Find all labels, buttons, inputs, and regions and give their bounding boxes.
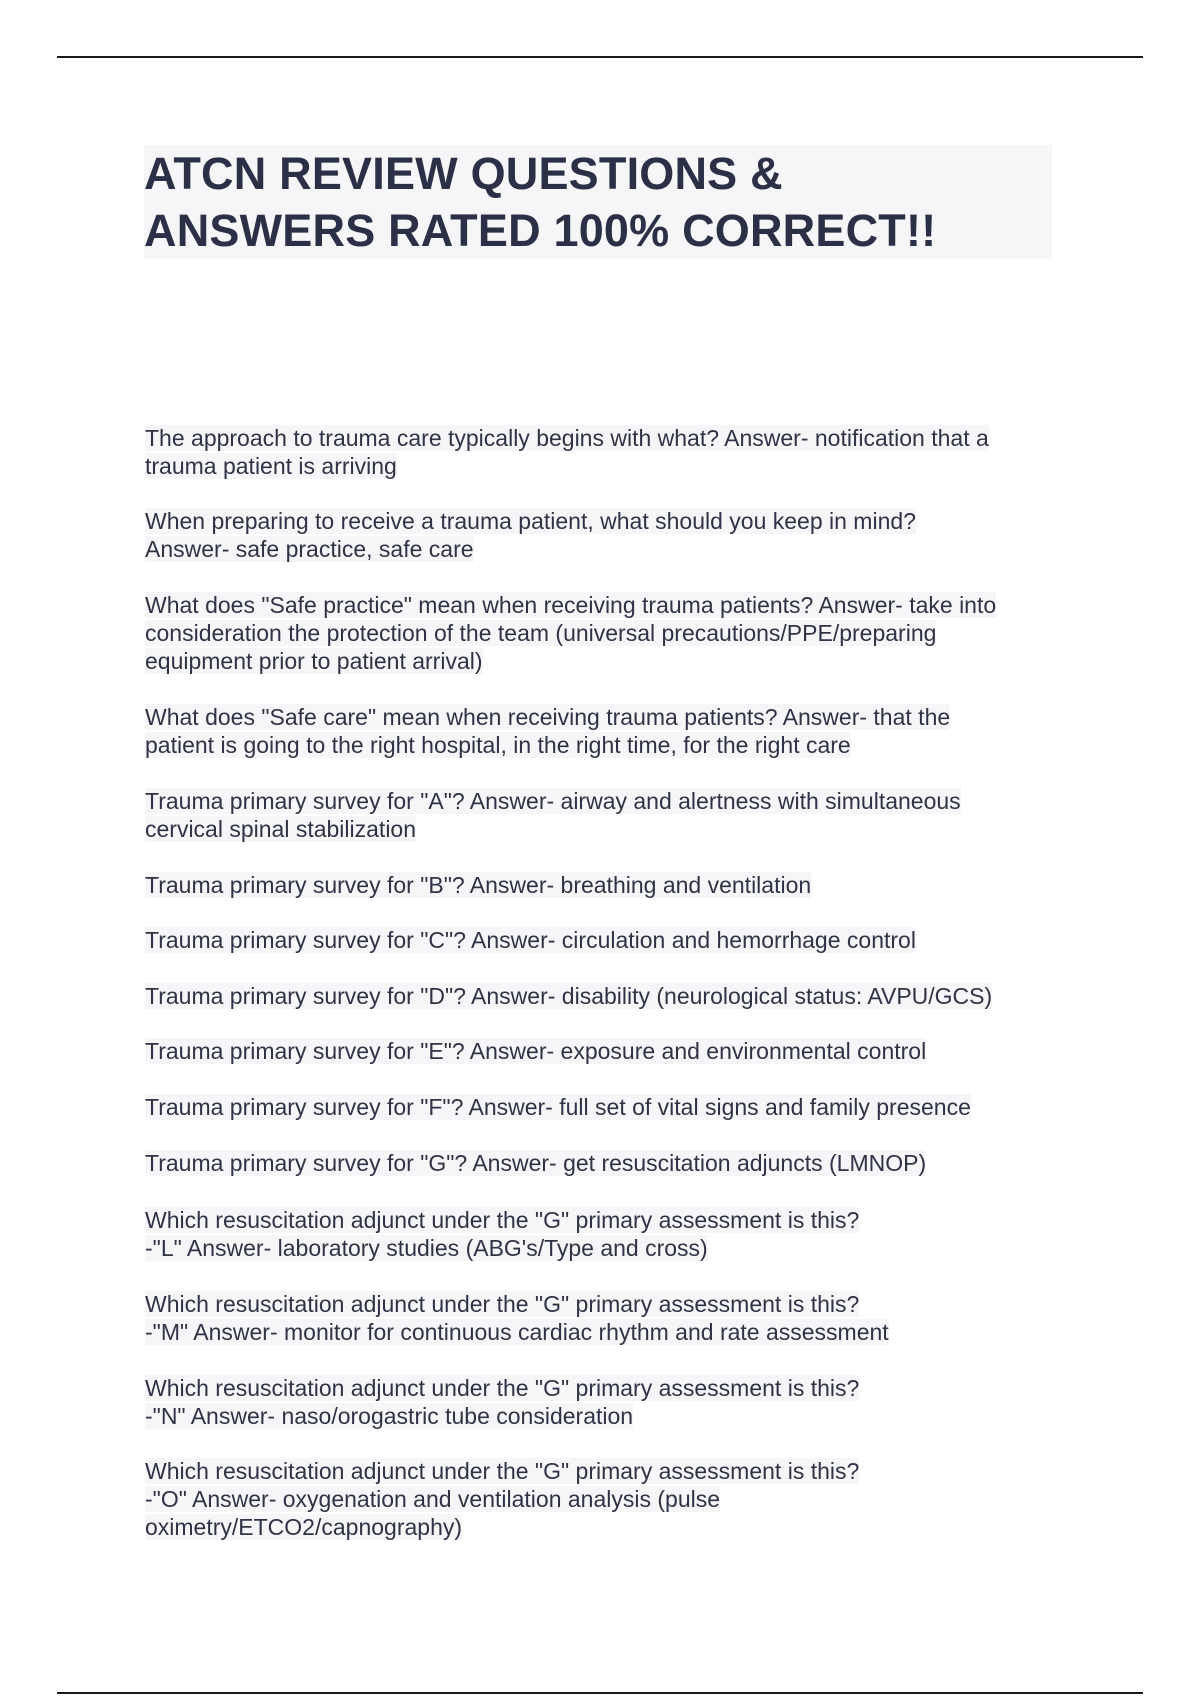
qa-line: Which resuscitation adjunct under the "G" primary assessment is this? xyxy=(145,1207,860,1233)
qa-item xyxy=(145,591,1060,675)
qa-item xyxy=(145,507,1060,563)
qa-item xyxy=(145,871,1060,899)
qa-item xyxy=(145,424,1060,480)
qa-line: Which resuscitation adjunct under the "G" primary assessment is this? xyxy=(145,1291,860,1317)
qa-line-row xyxy=(145,787,1060,815)
qa-line-row xyxy=(145,1206,1060,1234)
qa-line-row xyxy=(145,1374,1060,1402)
qa-item xyxy=(145,1037,1060,1065)
qa-item xyxy=(145,982,1060,1010)
qa-line: The approach to trauma care typically begins with what? Answer- notification that a xyxy=(145,425,989,451)
title-line: ATCN REVIEW QUESTIONS & xyxy=(144,148,783,199)
qa-line: Trauma primary survey for "B"? Answer- breathing and ventilation xyxy=(145,872,812,898)
qa-line: -"O" Answer- oxygenation and ventilation analysis (pulse xyxy=(145,1486,721,1512)
qa-line-row xyxy=(145,1513,1060,1541)
qa-line-row xyxy=(145,535,1060,563)
qa-line: -"L" Answer- laboratory studies (ABG's/Type and cross) xyxy=(145,1235,708,1261)
qa-line-row xyxy=(145,1318,1060,1346)
bottom-rule xyxy=(57,1692,1143,1694)
qa-line-row xyxy=(145,647,1060,675)
qa-line: Trauma primary survey for "F"? Answer- full set of vital signs and family presence xyxy=(145,1094,971,1120)
qa-line-row xyxy=(145,926,1060,954)
qa-line-row xyxy=(145,982,1060,1010)
qa-line: Trauma primary survey for "D"? Answer- disability (neurological status: AVPU/GCS) xyxy=(145,983,993,1009)
qa-item xyxy=(145,926,1060,954)
qa-line-row xyxy=(145,424,1060,452)
qa-line: Which resuscitation adjunct under the "G" primary assessment is this? xyxy=(145,1458,860,1484)
qa-line: patient is going to the right hospital, in the right time, for the right care xyxy=(145,732,851,758)
qa-item xyxy=(145,787,1060,843)
qa-line: When preparing to receive a trauma patient, what should you keep in mind? xyxy=(145,508,916,534)
qa-line-row xyxy=(145,1485,1060,1513)
qa-line: consideration the protection of the team (universal precautions/PPE/preparing xyxy=(145,620,937,646)
qa-line-row xyxy=(145,871,1060,899)
qa-line: What does "Safe care" mean when receiving trauma patients? Answer- that the xyxy=(145,704,951,730)
qa-item xyxy=(145,1206,1060,1262)
qa-line-row xyxy=(145,452,1060,480)
qa-item xyxy=(145,703,1060,759)
qa-item xyxy=(145,1093,1060,1121)
qa-line-row xyxy=(145,815,1060,843)
top-rule xyxy=(57,56,1143,58)
qa-line-row xyxy=(145,619,1060,647)
qa-line-row xyxy=(145,1457,1060,1485)
qa-line-row xyxy=(145,1290,1060,1318)
qa-line: Trauma primary survey for "G"? Answer- get resuscitation adjuncts (LMNOP) xyxy=(145,1150,927,1176)
qa-line-row xyxy=(145,1037,1060,1065)
qa-line: Trauma primary survey for "C"? Answer- circulation and hemorrhage control xyxy=(145,927,916,953)
qa-line: What does "Safe practice" mean when receiving trauma patients? Answer- take into xyxy=(145,592,997,618)
qa-line: -"N" Answer- naso/orogastric tube consideration xyxy=(145,1403,634,1429)
qa-line: Answer- safe practice, safe care xyxy=(145,536,474,562)
qa-item xyxy=(145,1374,1060,1430)
title-line: ANSWERS RATED 100% CORRECT!! xyxy=(144,205,937,256)
qa-line-row xyxy=(145,1093,1060,1121)
qa-line-row xyxy=(145,1402,1060,1430)
qa-line-row xyxy=(145,507,1060,535)
document-title xyxy=(144,145,1052,259)
qa-line: -"M" Answer- monitor for continuous cardiac rhythm and rate assessment xyxy=(145,1319,889,1345)
qa-item xyxy=(145,1457,1060,1541)
qa-line-row xyxy=(145,1149,1060,1177)
qa-item xyxy=(145,1290,1060,1346)
qa-line: oximetry/ETCO2/capnography) xyxy=(145,1514,463,1540)
qa-item xyxy=(145,1149,1060,1177)
qa-line-row xyxy=(145,731,1060,759)
qa-line: Trauma primary survey for "A"? Answer- airway and alertness with simultaneous xyxy=(145,788,961,814)
qa-line: trauma patient is arriving xyxy=(145,453,397,479)
qa-line-row xyxy=(145,1234,1060,1262)
qa-line-row xyxy=(145,703,1060,731)
qa-line: equipment prior to patient arrival) xyxy=(145,648,483,674)
qa-line: Which resuscitation adjunct under the "G" primary assessment is this? xyxy=(145,1375,860,1401)
qa-line: cervical spinal stabilization xyxy=(145,816,417,842)
qa-line: Trauma primary survey for "E"? Answer- exposure and environmental control xyxy=(145,1038,927,1064)
qa-line-row xyxy=(145,591,1060,619)
